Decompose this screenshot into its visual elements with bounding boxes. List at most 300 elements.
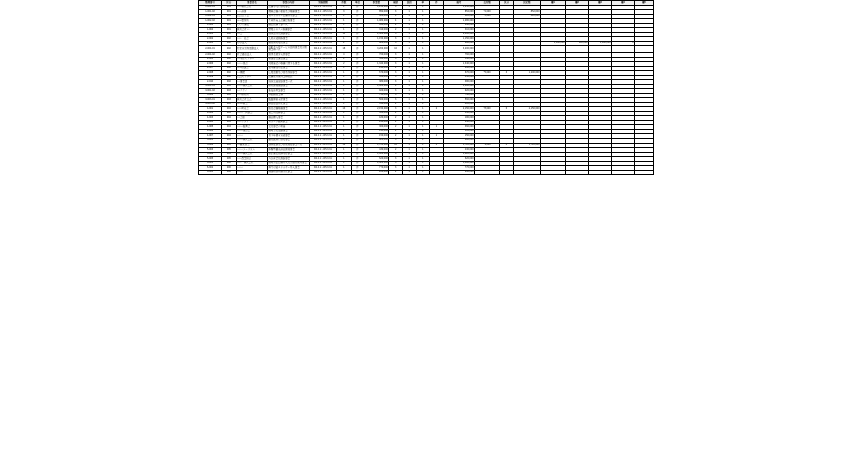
- cell-hojo: 3: [389, 10, 403, 15]
- cell-tani: 件: [351, 66, 364, 71]
- cell-futan: 1: [402, 75, 416, 80]
- table-body: [199, 5, 654, 175]
- cell-kikan: R4.4.1～R5.3.31: [309, 143, 336, 148]
- cell-kensu: 1: [337, 152, 352, 157]
- cell-extra5: [635, 170, 654, 175]
- cell-jigyohi: 1,080,000: [364, 19, 389, 24]
- cell-no: 5-005: [199, 157, 222, 162]
- cell-jigyosha: ○○支援センター: [236, 57, 267, 62]
- cell-naiyo: 機械設備の更新及び整備事業: [268, 10, 310, 15]
- cell-jigyosha: 特定非営利活動法人: [236, 46, 267, 53]
- cell-ritsu: 1: [416, 143, 430, 148]
- cell-no: 2-007: [199, 66, 222, 71]
- cell-jigyosha: ○○○○: [236, 170, 267, 175]
- cell-naiyo: 観光振興に係る事業: [268, 138, 310, 143]
- cell-tani: 件: [351, 161, 364, 166]
- cell-futan: 1: [402, 161, 416, 166]
- cell-no: 4-002: [199, 111, 222, 116]
- table-scroll-region[interactable]: [198, 0, 654, 450]
- cell-tani: 件: [351, 62, 364, 67]
- cell-naiyo: スポーツ振興事業: [268, 120, 310, 125]
- cell-tani: 件: [351, 10, 364, 15]
- cell-jigyosha: ○○○農業組合: [236, 157, 267, 162]
- cell-biko: 540,000: [443, 57, 474, 62]
- cell-no: 5-004: [199, 152, 222, 157]
- col-header-jigyosha: 事業者名: [236, 1, 267, 6]
- cell-jigyohi: 330,000: [364, 111, 389, 116]
- cell-kettei: 1,200,000: [513, 71, 540, 76]
- cell-no: 1-004: [199, 28, 222, 33]
- cell-kettei: [513, 170, 540, 175]
- cell-kikan: R4.4.1～R5.3.31: [309, 23, 336, 28]
- cell-no: 3-001-01: [199, 84, 222, 89]
- cell-extra2: [566, 46, 589, 53]
- cell-kikan: R4.4.1～R5.3.31: [309, 93, 336, 98]
- cell-biko: 420,000: [443, 14, 474, 19]
- cell-no: 2-001: [199, 32, 222, 37]
- cell-biko: 1,020,000: [443, 152, 474, 157]
- cell-kikan: R4.4.1～R5.3.31: [309, 71, 336, 76]
- cell-naiyo: 情報システム整備事業: [268, 28, 310, 33]
- cell-no: 6-003: [199, 170, 222, 175]
- col-header-extra4: 欄4: [612, 1, 635, 6]
- cell-kensu: 1: [337, 89, 352, 94]
- cell-jigyohi: 260,000: [364, 170, 389, 175]
- cell-kensu: 1: [337, 116, 352, 121]
- cell-futan: 1: [402, 152, 416, 157]
- cell-futan: 1: [402, 143, 416, 148]
- cell-kikan: R4.4.1～R5.3.31: [309, 80, 336, 85]
- cell-naiyo: 地域活性化推進事業: [268, 32, 310, 37]
- cell-naiyo: 集会所改修事業: [268, 111, 310, 116]
- cell-kikan: R4.4.1～R5.3.31: [309, 161, 336, 166]
- col-header-futan: 負担: [402, 1, 416, 6]
- cell-hojo: 2: [389, 116, 403, 121]
- cell-kikan: R4.4.1～R5.3.31: [309, 75, 336, 80]
- cell-extra3: [589, 170, 612, 175]
- cell-kensu: 1: [337, 28, 352, 33]
- cell-jigyohi: 1,720,000: [364, 143, 389, 148]
- cell-hojo: 3: [389, 166, 403, 171]
- cell-naiyo: 相談窓口運営事業: [268, 57, 310, 62]
- cell-ritsu: 1: [416, 98, 430, 103]
- cell-naiyo: 高齢者支援サービス提供事業及び関連業務一式: [268, 46, 310, 53]
- cell-kettei: 852,000: [513, 10, 540, 15]
- cell-no: 4-004: [199, 120, 222, 125]
- cell-kubun: 004: [222, 134, 237, 139]
- cell-kubun: 003: [222, 98, 237, 103]
- cell-kikan: R4.4.1～R5.3.31: [309, 134, 336, 139]
- cell-biko: 180,000: [443, 116, 474, 121]
- cell-jigyosha: ○○○町内会: [236, 107, 267, 112]
- cell-biko: 1,600,000: [443, 84, 474, 89]
- cell-futan: 1: [402, 37, 416, 42]
- cell-biko: 290,000: [443, 66, 474, 71]
- cell-kikan: R4.4.1～R5.3.31: [309, 10, 336, 15]
- col-header-ritsu: 率: [416, 1, 430, 6]
- cell-kubun: 002: [222, 75, 237, 80]
- cell-extra3: [589, 46, 612, 53]
- cell-kubun: 001: [222, 10, 237, 15]
- cell-tani: 件: [351, 102, 364, 107]
- cell-kensu: 1: [337, 120, 352, 125]
- cell-kettei: [513, 46, 540, 53]
- cell-jigyosha: ○○会館: [236, 116, 267, 121]
- cell-biko: 1,080,000: [443, 19, 474, 24]
- cell-no: 2-005: [199, 57, 222, 62]
- cell-jigyosha: ○○○○株式会社: [236, 152, 267, 157]
- cell-biko: 150,000: [443, 134, 474, 139]
- cell-jigyohi: 670,000: [364, 71, 389, 76]
- cell-ritsu: 1: [416, 28, 430, 33]
- cell-tani: 件: [351, 93, 364, 98]
- cell-no: 3-001-02: [199, 89, 222, 94]
- cell-hojo: 4: [389, 84, 403, 89]
- cell-futan: 1: [402, 120, 416, 125]
- cell-tani: 件: [351, 143, 364, 148]
- cell-no: 2-004-01: [199, 46, 222, 53]
- cell-hojo: 2: [389, 125, 403, 130]
- cell-kikan: R4.4.1～R5.3.31: [309, 166, 336, 171]
- cell-biko: 620,000: [443, 157, 474, 162]
- cell-ritsu: 1: [416, 111, 430, 116]
- cell-tani: 件: [351, 111, 364, 116]
- cell-futan: 1: [402, 102, 416, 107]
- cell-jigyosha: ○○○研究所: [236, 93, 267, 98]
- cell-naiyo: 商店街活性化事業: [268, 102, 310, 107]
- cell-ritsu: 1: [416, 138, 430, 143]
- cell-tani: 件: [351, 19, 364, 24]
- cell-biko: 1,340,000: [443, 62, 474, 67]
- cell-jigyosha: ○○事業団: [236, 80, 267, 85]
- cell-naiyo: 設備導入に係る事業: [268, 5, 310, 10]
- cell-biko: 310,000: [443, 28, 474, 33]
- cell-jigyosha: □□□製作所: [236, 19, 267, 24]
- cell-tani: 件: [351, 134, 364, 139]
- cell-ritsu: 1: [416, 14, 430, 19]
- col-header-extra5: 欄5: [635, 1, 654, 6]
- cell-tani: 件: [351, 170, 364, 175]
- cell-hojo: 3: [389, 41, 403, 46]
- cell-kikan: R4.4.1～R5.3.31: [309, 62, 336, 67]
- cell-no: 2-008: [199, 71, 222, 76]
- col-header-jigyohi: 事業費: [364, 1, 389, 6]
- cell-tani: 件: [351, 107, 364, 112]
- cell-naiyo: 青少年健全育成事業: [268, 134, 310, 139]
- cell-hojo: 3: [389, 80, 403, 85]
- cell-futan: 1: [402, 66, 416, 71]
- cell-kensu: 13: [337, 107, 352, 112]
- cell-kubun: 001: [222, 14, 237, 19]
- cell-futan: 1: [402, 5, 416, 10]
- cell-naiyo: 再生可能エネルギー導入事業: [268, 166, 310, 171]
- cell-ritsu: 1: [416, 157, 430, 162]
- cell-kubun2: [500, 46, 514, 53]
- cell-jigyosha: ○○○○組合: [236, 62, 267, 67]
- cell-no: 2-004-02: [199, 53, 222, 58]
- cell-kikan: R4.4.1～R5.3.31: [309, 116, 336, 121]
- cell-kikan: R4.4.1～R5.3.31: [309, 53, 336, 58]
- cell-hojo: 4: [389, 14, 403, 19]
- cell-no: 4-005: [199, 125, 222, 130]
- cell-ritsu: 1: [416, 75, 430, 80]
- cell-futan: 1: [402, 32, 416, 37]
- cell-kubun2: [500, 170, 514, 175]
- cell-no: 4-001: [199, 107, 222, 112]
- cell-kofu: *9,000: [475, 143, 500, 148]
- cell-extra4: [612, 46, 635, 53]
- cell-jigyohi: 2,400,000: [364, 32, 389, 37]
- cell-hojo: 3: [389, 37, 403, 42]
- cell-hojo: 2: [389, 102, 403, 107]
- cell-kikan: R4.4.1～R5.3.31: [309, 129, 336, 134]
- cell-naiyo: 省エネルギー設備導入事業: [268, 14, 310, 19]
- cell-biko: 640,000: [443, 23, 474, 28]
- cell-kensu: 1: [337, 125, 352, 130]
- cell-kubun: 002: [222, 53, 237, 58]
- cell-jigyosha: ○○観光協会: [236, 143, 267, 148]
- cell-kikan: R4.4.1～R5.3.31: [309, 32, 336, 37]
- cell-kikan: R4.4.1～R5.3.31: [309, 57, 336, 62]
- cell-jigyohi: 760,000: [364, 53, 389, 58]
- cell-extra1: [540, 170, 565, 175]
- cell-ken: 1: [430, 125, 444, 130]
- cell-jigyohi: 740,000: [364, 93, 389, 98]
- cell-kubun: 004: [222, 111, 237, 116]
- col-header-kettei: 決定額: [513, 1, 540, 6]
- cell-kubun: 002: [222, 66, 237, 71]
- cell-kubun: 002: [222, 57, 237, 62]
- cell-jigyosha: ○○○クラブ: [236, 120, 267, 125]
- cell-tani: 件: [351, 152, 364, 157]
- cell-naiyo: 防災設備整備事業: [268, 107, 310, 112]
- cell-no: 3-003-01: [199, 98, 222, 103]
- cell-extra2: 120,000: [566, 41, 589, 46]
- cell-jigyohi: 1,150,000: [364, 37, 389, 42]
- cell-kensu: 12: [337, 143, 352, 148]
- cell-biko: 670,000: [443, 71, 474, 76]
- cell-biko: 450,000: [443, 75, 474, 80]
- cell-jigyohi: 2,150,000: [364, 107, 389, 112]
- cell-ritsu: 1: [416, 80, 430, 85]
- cell-ritsu: 1: [416, 66, 430, 71]
- cell-jigyosha: △△センター: [236, 75, 267, 80]
- cell-futan: 1: [402, 166, 416, 171]
- cell-jigyohi: 380,000: [364, 80, 389, 85]
- cell-biko: 410,000: [443, 102, 474, 107]
- cell-ritsu: 1: [416, 102, 430, 107]
- cell-hojo: 10: [389, 46, 403, 53]
- cell-naiyo: 基礎調査業務: [268, 93, 310, 98]
- cell-ritsu: 1: [416, 93, 430, 98]
- cell-biko: 195,000: [443, 129, 474, 134]
- cell-kikan: R4.4.1～R5.3.31: [309, 125, 336, 130]
- cell-no: 4-003: [199, 116, 222, 121]
- table-row[interactable]: [199, 46, 654, 53]
- cell-kensu: 1: [337, 19, 352, 24]
- cell-ritsu: 1: [416, 62, 430, 67]
- cell-no: 2-006: [199, 62, 222, 67]
- cell-jigyosha: ○○○ 株式会社: [236, 161, 267, 166]
- cell-jigyosha: ◎◎法人: [236, 41, 267, 46]
- cell-jigyosha: □□□協議会: [236, 66, 267, 71]
- cell-biko: 260,000: [443, 170, 474, 175]
- cell-jigyohi: 920,000: [364, 89, 389, 94]
- cell-kettei: 1,720,000: [513, 143, 540, 148]
- cell-biko: 880,000: [443, 138, 474, 143]
- cell-no: 5-002: [199, 143, 222, 148]
- cell-jigyohi: 560,000: [364, 98, 389, 103]
- cell-tani: 件: [351, 157, 364, 162]
- cell-kubun: 005: [222, 148, 237, 153]
- col-header-no: 整理番号: [199, 1, 222, 6]
- cell-kettei: 420,000: [513, 14, 540, 19]
- cell-kensu: 1: [337, 71, 352, 76]
- cell-jigyohi: 310,000: [364, 28, 389, 33]
- cell-ritsu: 1: [416, 5, 430, 10]
- cell-kikan: R4.4.1～R5.3.31: [309, 120, 336, 125]
- cell-kubun: 006: [222, 161, 237, 166]
- cell-kikan: R4.4.1～R5.3.31: [309, 148, 336, 153]
- cell-hojo: 3: [389, 75, 403, 80]
- cell-futan: 1: [402, 125, 416, 130]
- cell-jigyohi: 620,000: [364, 157, 389, 162]
- cell-jigyohi: 880,000: [364, 138, 389, 143]
- cell-futan: 1: [402, 28, 416, 33]
- cell-naiyo: 廃棄物処理適正化事業: [268, 170, 310, 175]
- cell-jigyosha: ○○○株式会社: [236, 5, 267, 10]
- cell-hojo: 3: [389, 57, 403, 62]
- cell-jigyohi: 360,000: [364, 125, 389, 130]
- col-header-tani: 単位: [351, 1, 364, 6]
- cell-jigyosha: ○○機構: [236, 71, 267, 76]
- cell-no: 1-002-02: [199, 19, 222, 24]
- cell-kubun: 005: [222, 152, 237, 157]
- cell-kubun: 002: [222, 41, 237, 46]
- col-header-kofu: 交付額: [475, 1, 500, 6]
- cell-kensu: 1: [337, 170, 352, 175]
- cell-kensu: 1: [337, 84, 352, 89]
- cell-futan: 1: [402, 23, 416, 28]
- cell-no: 2-003: [199, 41, 222, 46]
- cell-kubun: 005: [222, 143, 237, 148]
- cell-naiyo: 人材育成研修事業: [268, 37, 310, 42]
- cell-naiyo: 宿泊施設改修支援事業: [268, 152, 310, 157]
- cell-tani: 件: [351, 71, 364, 76]
- cell-kikan: R4.4.1～R5.3.31: [309, 28, 336, 33]
- col-header-ken: 件: [430, 1, 444, 6]
- cell-kensu: 1: [337, 23, 352, 28]
- cell-kofu: *8,000: [475, 107, 500, 112]
- col-header-extra3: 欄3: [589, 1, 612, 6]
- cell-hojo: 2: [389, 129, 403, 134]
- cell-naiyo: 生産性向上設備投資事業: [268, 19, 310, 24]
- cell-kikan: R4.4.1～R5.3.31: [309, 37, 336, 42]
- cell-hojo: 3: [389, 161, 403, 166]
- cell-tani: 件: [351, 98, 364, 103]
- cell-kubun: 006: [222, 166, 237, 171]
- cell-ritsu: 1: [416, 23, 430, 28]
- cell-jigyohi: 1,340,000: [364, 62, 389, 67]
- cell-kubun: 001: [222, 5, 237, 10]
- cell-jigyohi: 540,000: [364, 57, 389, 62]
- cell-jigyosha: ○○○○振興会: [236, 125, 267, 130]
- cell-jigyohi: 410,000: [364, 102, 389, 107]
- cell-ritsu: 1: [416, 116, 430, 121]
- cell-jigyosha: 株式会社○○: [236, 28, 267, 33]
- cell-futan: 1: [402, 80, 416, 85]
- cell-naiyo: 施設改修工事一式: [268, 23, 310, 28]
- cell-hojo: 2: [389, 28, 403, 33]
- cell-jigyosha: ○○○○ツーリズム: [236, 148, 267, 153]
- cell-tani: 件: [351, 23, 364, 28]
- cell-hojo: 3: [389, 98, 403, 103]
- table-row[interactable]: [199, 170, 654, 175]
- col-header-kensu: 件数: [337, 1, 352, 6]
- cell-biko: 3,200,000: [443, 46, 474, 53]
- cell-jigyohi: 450,000: [364, 75, 389, 80]
- cell-hojo: 2: [389, 134, 403, 139]
- cell-kensu: 4: [337, 53, 352, 58]
- cell-kubun: 002: [222, 46, 237, 53]
- cell-kikan: R4.4.1～R5.3.31: [309, 89, 336, 94]
- cell-biko: 380,000: [443, 80, 474, 85]
- cell-kikan: R4.4.1～R5.3.31: [309, 41, 336, 46]
- cell-hojo: 4: [389, 19, 403, 24]
- cell-ken: [430, 170, 444, 175]
- cell-kubun: 002: [222, 80, 237, 85]
- cell-hojo: 3: [389, 107, 403, 112]
- cell-kubun2: 3: [500, 71, 514, 76]
- cell-naiyo: 広報活動及び普及啓発事業: [268, 71, 310, 76]
- cell-jigyosha: ○○○○株式会社: [236, 84, 267, 89]
- cell-hojo: 2: [389, 120, 403, 125]
- cell-jigyohi: 430,000: [364, 148, 389, 153]
- cell-ritsu: 1: [416, 57, 430, 62]
- cell-ritsu: 1: [416, 41, 430, 46]
- cell-jigyosha: ○○○○株式会社: [236, 138, 267, 143]
- cell-kubun: 002: [222, 62, 237, 67]
- cell-naiyo: 体験型観光商品開発事業: [268, 148, 310, 153]
- cell-jigyohi: 150,000: [364, 134, 389, 139]
- cell-kensu: 1: [337, 93, 352, 98]
- cell-futan: 1: [402, 84, 416, 89]
- cell-kofu: *2,000: [475, 10, 500, 15]
- cell-kubun: 002: [222, 71, 237, 76]
- cell-kubun: 004: [222, 129, 237, 134]
- cell-naiyo: 環境対策設備導入及び維持管理事業: [268, 161, 310, 166]
- cell-ritsu: 1: [416, 134, 430, 139]
- cell-no: 2-009: [199, 75, 222, 80]
- cell-jigyosha: ○○会: [236, 32, 267, 37]
- cell-jigyosha: ○○○○連合会: [236, 129, 267, 134]
- cell-kubun: 005: [222, 138, 237, 143]
- cell-kikan: R4.4.1～R5.3.31: [309, 152, 336, 157]
- data-table: [198, 0, 654, 175]
- cell-kensu: 1: [337, 75, 352, 80]
- cell-kubun: 002: [222, 37, 237, 42]
- cell-naiyo: 誘客促進及び情報発信事業一式: [268, 143, 310, 148]
- col-header-extra2: 欄2: [566, 1, 589, 6]
- cell-ritsu: 1: [416, 84, 430, 89]
- cell-ritsu: 1: [416, 37, 430, 42]
- cell-kikan: R4.4.1～R5.3.31: [309, 111, 336, 116]
- cell-kofu: *5,000: [475, 71, 500, 76]
- cell-kubun: 006: [222, 170, 237, 175]
- cell-tani: 件: [351, 53, 364, 58]
- cell-tani: 件: [351, 84, 364, 89]
- cell-kikan: R4.4.1～R5.3.31: [309, 170, 336, 175]
